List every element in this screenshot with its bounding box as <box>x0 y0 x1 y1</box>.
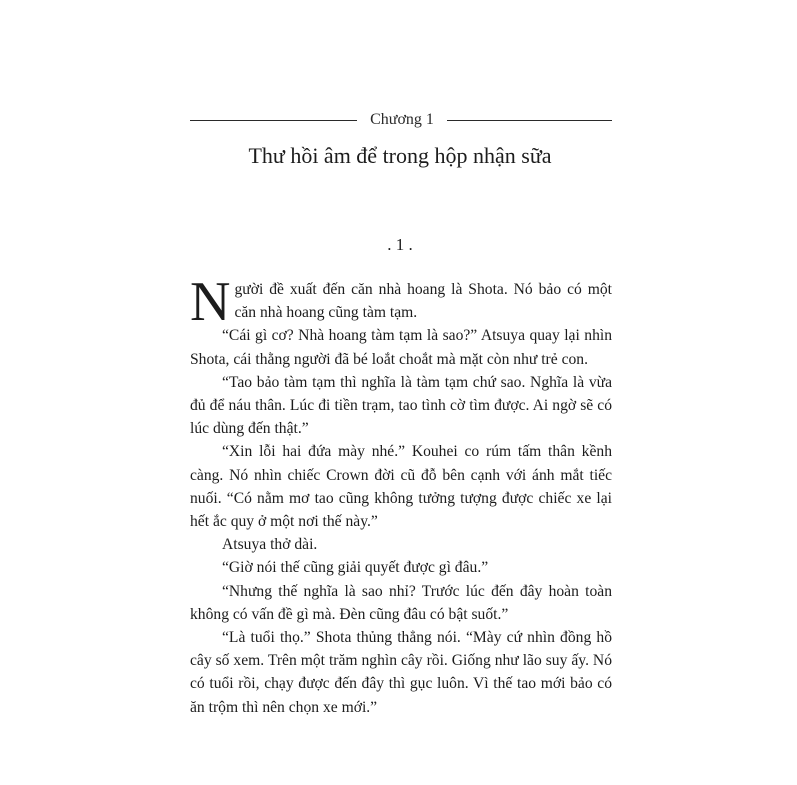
chapter-label: Chương 1 <box>370 111 434 128</box>
body-text <box>190 271 612 719</box>
paragraph: “Tao bảo tàm tạm thì nghĩa là tàm tạm chứ sao. Nghĩa là vừa đủ để náu thân. Lúc đi tiền trạm, tao tình cờ tìm được. Ai ngờ sẽ có lúc dùng đến thật.” <box>190 373 612 438</box>
paragraph: “Cái gì cơ? Nhà hoang tàm tạm là sao?” Atsuya quay lại nhìn Shota, cái thằng người đã bé loắt choắt mà mặt còn như trẻ con. <box>190 327 612 368</box>
paragraph: “Giờ nói thế cũng giải quyết được gì đâu.” <box>222 559 489 577</box>
paragraph: “Xin lỗi hai đứa mày nhé.” Kouhei co rúm tấm thân kềnh càng. Nó nhìn chiếc Crown đời cũ đỗ bên cạnh với ánh mắt tiếc nuối. “Có nằm mơ tao cũng không tưởng tượng được chiếc xe lại hết ắc quy ở một nơi thế này.” <box>190 443 612 531</box>
drop-cap: N <box>190 271 231 333</box>
chapter-heading <box>190 109 612 133</box>
paragraph: “Là tuổi thọ.” Shota thủng thẳng nói. “Mày cứ nhìn đồng hồ cây số xem. Trên một trăm nghìn cây rồi. Giống như lão suy ấy. Nó có tuổi rồi, chạy được đến đây thì gục luôn. Vì thế tao mới bảo có ăn trộm thì nên chọn xe mới.” <box>190 629 612 716</box>
paragraph: “Nhưng thế nghĩa là sao nhỉ? Trước lúc đến đây hoàn toàn không có vấn đề gì mà. Đèn cũng đâu có bật suốt.” <box>190 582 612 623</box>
section-number: . 1 . <box>387 235 413 254</box>
paragraph: Atsuya thở dài. <box>222 536 318 554</box>
chapter-title: Thư hồi âm để trong hộp nhận sữa <box>248 143 552 168</box>
paragraph-first-text: gười đề xuất đến căn nhà hoang là Shota. Nó bảo có một căn nhà hoang cũng tàm tạm. <box>234 281 612 322</box>
paragraph-first <box>190 271 612 333</box>
chapter-rule-left <box>190 120 357 121</box>
chapter-rule-right <box>447 120 612 121</box>
